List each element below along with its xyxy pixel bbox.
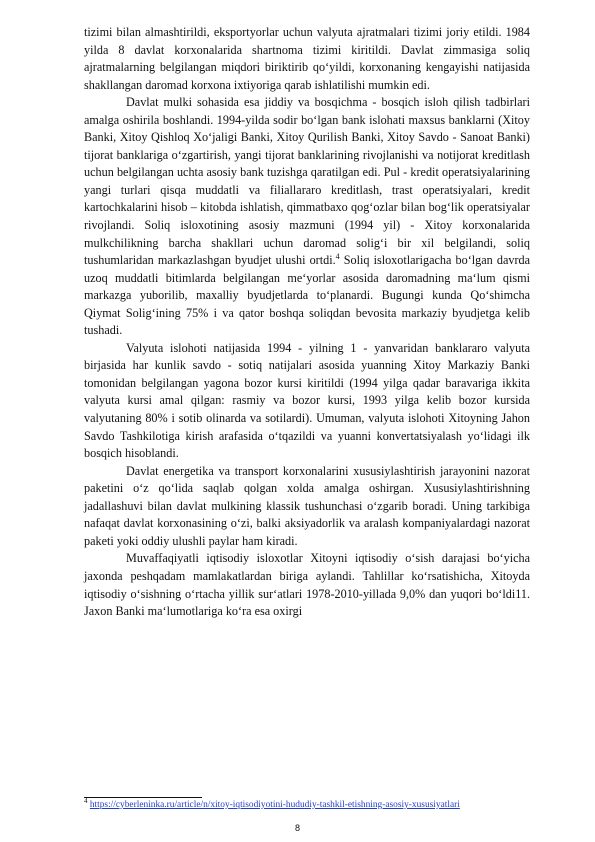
paragraph-text-continued: Soliq isloxotlarigacha bo‘lgan davrda uzoq muddatli bitimlarda belgilangan me‘yorlar asosida daromadning ma‘lum qismi markazga yuborilib, maxalliy byudjetlarda to‘planardi. Bugungi kunda Qo‘shimcha Qiymat Solig‘ining 75% i va qator boshqa soliqdan bevosita markaziy byudjetga kelib tushadi. xyxy=(84,253,531,338)
footnote-reference[interactable]: 4 xyxy=(335,252,340,262)
paragraph-privatization xyxy=(84,463,530,551)
footnote-link[interactable]: https://cyberleninka.ru/article/n/xitoy-iqtisodiyotini-hududiy-tashkil-etishning-asosiy-xususiyatlari xyxy=(89,800,460,810)
paragraph-text: Valyuta islohoti natijasida 1994 - yilning 1 - yanvaridan banklararo valyuta birjasida har kunlik savdo - sotiq natijalari asosida yuanning Xitoy Markaziy Banki tomonidan belgilangan yagona bozor kursi kiritildi (1994 yilga qadar baravariga ikkita valyuta kursi amal qilgan: rasmiy va bozor kursi, 1993 yilga kelib bozor kursida valyutaning 80% i sotib olinarda va sotilardi). Umuman, valyuta islohoti Xitoyning Jahon Savdo Tashkilotiga kirish arafasida o‘tqazildi va yuanni konvertatsiyalash yo‘lidagi ilk bosqich hisoblandi. xyxy=(84,340,530,461)
paragraph-text: Muvaffaqiyatli iqtisodiy isloxotlar Xitoyni iqtisodiy o‘sish darajasi bo‘yicha jaxonda peshqadam mamlakatlardan biriga aylandi. Tahlillar ko‘rsatishicha, Xitoyda iqtisodiy o‘sishning o‘rtacha yillik sur‘atlari 1978-2010-yillada 9,0% dan yuqori bo‘ldi11. Jaxon Banki ma‘lumotlariga ko‘ra esa oxirgi xyxy=(84,551,530,619)
paragraph-text: Davlat mulki sohasida esa jiddiy va bosqichma - bosqich isloh qilish tadbirlari amalga oshirila boshlandi. 1994-yilda sodir bo‘lgan bank islohati maxsus banklarni (Xitoy Banki, Xitoy Qishloq Xo‘jaligi Banki, Xitoy Qurilish Banki, Xitoy Savdo - Sanoat Banki) tijorat banklariga o‘zgartirish, yangi tijorat banklarining rivojlanishi va notijorat kreditlash uchun belgilangan uchta asosiy bank tuzishga qaratilgan edi. Pul - kredit operatsiyalarining yangi turlari qisqa muddatli va filiallararo kreditlash, trast operatsiyalari, kredit kartochkalarini hisob – kitobda ishlatish, qimmatbaxo qog‘ozlar bilan bog‘lik operatsiyalar rivojlandi. Soliq isloxotining asosiy mazmuni (1994 yil) - Xitoy korxonalarida mulkchilikning barcha shakllari uchun daromad solig‘i bir xil belgilandi, soliq tushumlaridan markazlashgan byudjet ulushi ortdi. xyxy=(84,95,530,268)
paragraph-state-property xyxy=(84,94,530,340)
paragraph-text: Davlat energetika va transport korxonalarini xususiylashtirish jarayonini nazorat paketini o‘z qo‘lida saqlab qolgan xolda amalga oshirgan. Xususiylashtirishning jadallashuvi bilan davlat mulkining klassik tushunchasi o‘zgarib boradi. Uning tarkibiga nafaqat davlat korxonasining o‘zi, balki aksiyadorlik va aralash kompaniyalardagi nazorat paketi yoki oddiy ulushli paylar ham kiradi. xyxy=(84,463,530,548)
page-number: 8 xyxy=(294,823,300,833)
paragraph-currency-reform xyxy=(84,340,530,463)
paragraph-economic-growth xyxy=(84,550,530,620)
footnote-mark: 4 xyxy=(84,796,88,805)
paragraph-reform-intro xyxy=(84,24,530,94)
paragraph-text: tizimi bilan almashtirildi, eksportyorlar uchun valyuta ajratmalari tizimi joriy etildi. 1984 yilda 8 davlat korxonalarida shartnoma tizimi kiritildi. Davlat zimmasiga soliq ajratmalarning belgilangan miqdori biriktirib qo‘yildi, korxonaning kengayishi natijasida shakllangan daromad korxona ixtiyoriga qarab ishlatilishi mumkin edi. xyxy=(84,25,530,92)
footnote-divider xyxy=(84,797,202,798)
document-body xyxy=(84,24,530,621)
footnote xyxy=(84,796,530,811)
